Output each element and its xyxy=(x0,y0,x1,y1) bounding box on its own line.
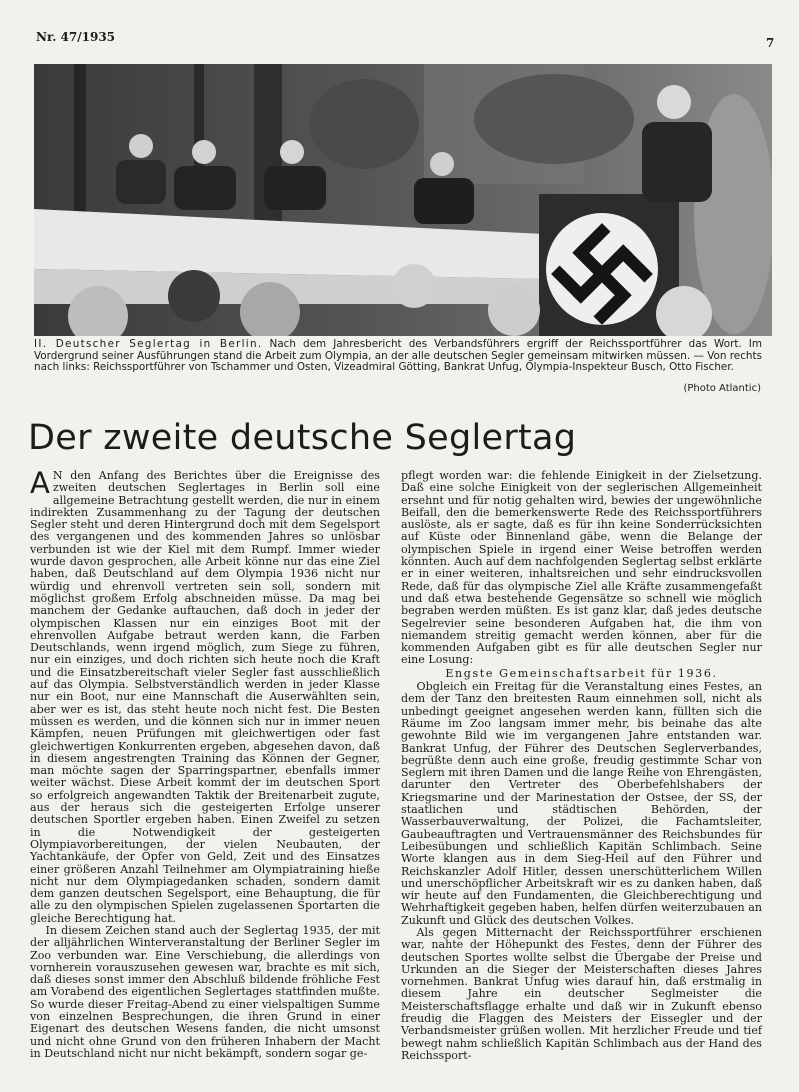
article-title: Der zweite deutsche Seglertag xyxy=(28,418,577,458)
photo-caption xyxy=(34,339,762,374)
caption-text: Nach dem Jahresbericht des Verbandsführers ergriff der Reichssportführer das Wort. Im Vordergrund seiner Ausführungen stand die Arbeit zum Olympia, an der alle deutschen Segler gemeinsam mitwirken müssen. — Von rechts nach links: Reichssportführer von Tschammer und Osten, Vizeadmiral Götting, Bankrat Unfug, Olympia-Inspekteur Busch, Otto Fischer. xyxy=(34,338,762,374)
caption-lead: II. Deutscher Seglertag in Berlin. xyxy=(34,338,263,350)
page-number: 7 xyxy=(766,36,775,50)
paragraph: Obgleich ein Freitag für die Veranstaltung eines Festes, an dem der Tanz den breitesten Raum einnehmen soll, nicht als unbedingt geeignet angesehen werden kann, füllten sich die Räume im Zoo langsam immer mehr, bis beinahe das alte gewohnte Bild wie im vergangenen Jahre entstanden war. Bankrat Unfug, der Führer des Deutschen Seglerverbandes, begrüßte denn auch eine große, freudig gestimmte Schar von Seglern mit ihren Damen und die lange Reihe von Ehrengästen, darunter den Vertreter des Oberbefehlshabers der Kriegsmarine und der Marinestation der Ostsee, der SS, der staatlichen und städtischen Behörden, der Wasserbauverwaltung, der Polizei, die Fachamtsleiter, Gaubeauftragten und Vertrauensmänner des Reichsbundes für Leibesübungen und schließlich Kapitän Schlimbach. Seine Worte klangen aus in dem Sieg-Heil auf den Führer und Reichskanzler Adolf Hitler, dessen unerschütterlichem Willen und unerschöpflicher Arbeitskraft wir es zu danken haben, daß wir heute auf den Fundamenten, die Gleichberechtigung und Wehrhaftigkeit gegeben haben, helfen dürfen weiterzubauen an Zukunft und Glück des deutschen Volkes. xyxy=(401,680,762,927)
right-column xyxy=(401,470,762,1062)
issue-number: Nr. 47/1935 xyxy=(36,30,116,44)
paragraph: In diesem Zeichen stand auch der Seglertag 1935, der mit der alljährlichen Winterveranstaltung der Berliner Segler im Zoo verbunden war. Eine Verschiebung, die allerdings von vornherein vorauszusehen gewesen war, brachte es mit sich, daß dieses sonst immer den Abschluß bildende fröhliche Fest am Vorabend des eigentlichen Seglertages stattfinden mußte. So wurde dieser Freitag-Abend zu einer vielspaltigen Summe von einzelnen Besprechungen, die ihren Grund in einer Eigenart des deutschen Wesens fanden, die nicht umsonst und nicht ohne Grund von den früheren Inhabern der Macht in Deutschland nicht nur nicht bekämpft, sondern sogar ge- xyxy=(30,923,380,1060)
paragraph xyxy=(30,466,380,925)
paragraph-text: N den Anfang des Berichtes über die Ereignisse des zweiten deutschen Seglertages in Berlin soll eine allgemeine Betrachtung gestellt werden, die nur in einem indirekten Zusammenhang zu der Tagung der deutschen Segler steht und deren Hintergrund doch mit dem Segelsport des vergangenen und des kommenden Jahres so unlösbar verbunden ist wie der Kiel mit dem Rumpf. Immer wieder wurde davon gesprochen, alle Arbeit könne nur das eine Ziel haben, daß Deutschland auf dem Olympia 1936 nicht nur würdig und ehrenvoll vertreten sein soll, sondern mit möglichst großem Erfolg abschneiden müsse. Da mag bei manchem der Gedanke auftauchen, daß doch in jeder der olympischen Klassen nur ein einziges Boot mit der ehrenvollen Aufgabe betraut werden kann, die Farben Deutschlands, wenn irgend möglich, zum Siege zu führen, nur ein einziges, und doch richten sich heute noch die Kraft und die Einsatzbereitschaft vieler Segler fast ausschließlich auf das Olympia. Selbstverständlich werden in jeder Klasse nur ein Boot, nur eine Mannschaft die Auserwählten sein, aber wer es ist, das steht heute noch nicht fest. Die Besten müssen es werden, und die können sich nur in immer neuen Kämpfen, neuen Prüfungen mit gleichwertigen oder fast gleichwertigen Konkurrenten ergeben, abgesehen davon, daß in diesem angestrengten Training das Können der Gegner, man möchte sagen der Sparringspartner, ebenfalls immer weiter wächst. Diese Arbeit kommt der im deutschen Sport so erfolgreich angewandten Taktik der Breitenarbeit zugute, aus der heraus sich die gesteigerten Erfolge unserer deutschen Sportler ergeben haben. Einen Zweifel zu setzen in die Notwendigkeit der gesteigerten Olympiavorbereitungen, der vielen Neubauten, der Yachtankäufe, der Opfer von Geld, Zeit und des Einsatzes einer größeren Anzahl Teilnehmer am Olympiatraining hieße nicht nur dem Olympiagedanken schaden, sondern damit dem ganzen deutschen Segelsport, eine Behauptung, die für alle zu den olympischen Spielen zugelassenen Sportarten die gleiche Berechtigung hat. xyxy=(30,469,380,925)
paragraph: Als gegen Mitternacht der Reichssportführer erschienen war, nahte der Höhepunkt des Festes, denn der Führer des deutschen Sportes wollte selbst die Übergabe der Preise und Urkunden an die Sieger der Meisterschaften dieses Jahres vornehmen. Bankrat Unfug wies darauf hin, daß erstmalig in diesem Jahre ein deutscher Seglmeister die Meisterschaftsflagge erhalte und daß wir in Zukunft ebenso freudig die Flaggen des Meisters der Eissegler und der Verbandsmeister grüßen wollen. Mit herzlicher Freude und tief bewegt nahm schließlich Kapitän Schlimbach aus der Hand des Reichssport- xyxy=(401,925,762,1062)
drop-cap: A xyxy=(30,466,50,500)
meeting-photo xyxy=(34,64,772,336)
photo-credit: (Photo Atlantic) xyxy=(683,383,761,394)
paragraph: pflegt worden war: die fehlende Einigkeit in der Zielsetzung. Daß eine solche Einigkeit von der seglerischen Allgemeinheit ersehnt und für notig gehalten wird, bewies der ungewöhnliche Beifall, den die bemerkenswerte Rede des Reichssportführers auslöste, als er sagte, daß es für ihn keine Sonderrücksichten auf Küste oder Binnenland gäbe, wenn die Belange der olympischen Spiele in irgend einer Weise betroffen werden könnten. Auch auf dem nachfolgenden Seglertag selbst erklärte er in einer weiteren, inhaltsreichen und sehr eindrucksvollen Rede, daß für das olympische Ziel alle Kräfte zusammengefaßt und daß etwa bestehende Gegensätze so schnell wie möglich begraben werden müßten. Es ist ganz klar, daß jedes deutsche Segelrevier seine besonderen Aufgaben hat, die ihm von niemandem streitig gemacht werden können, aber für die kommenden Aufgaben gibt es für alle deutschen Segler nur eine Losung: xyxy=(401,469,762,667)
left-column xyxy=(30,466,380,1060)
section-subhead: Engste Gemeinschaftsarbeit für 1936. xyxy=(445,666,718,680)
photo-icon xyxy=(34,64,772,336)
